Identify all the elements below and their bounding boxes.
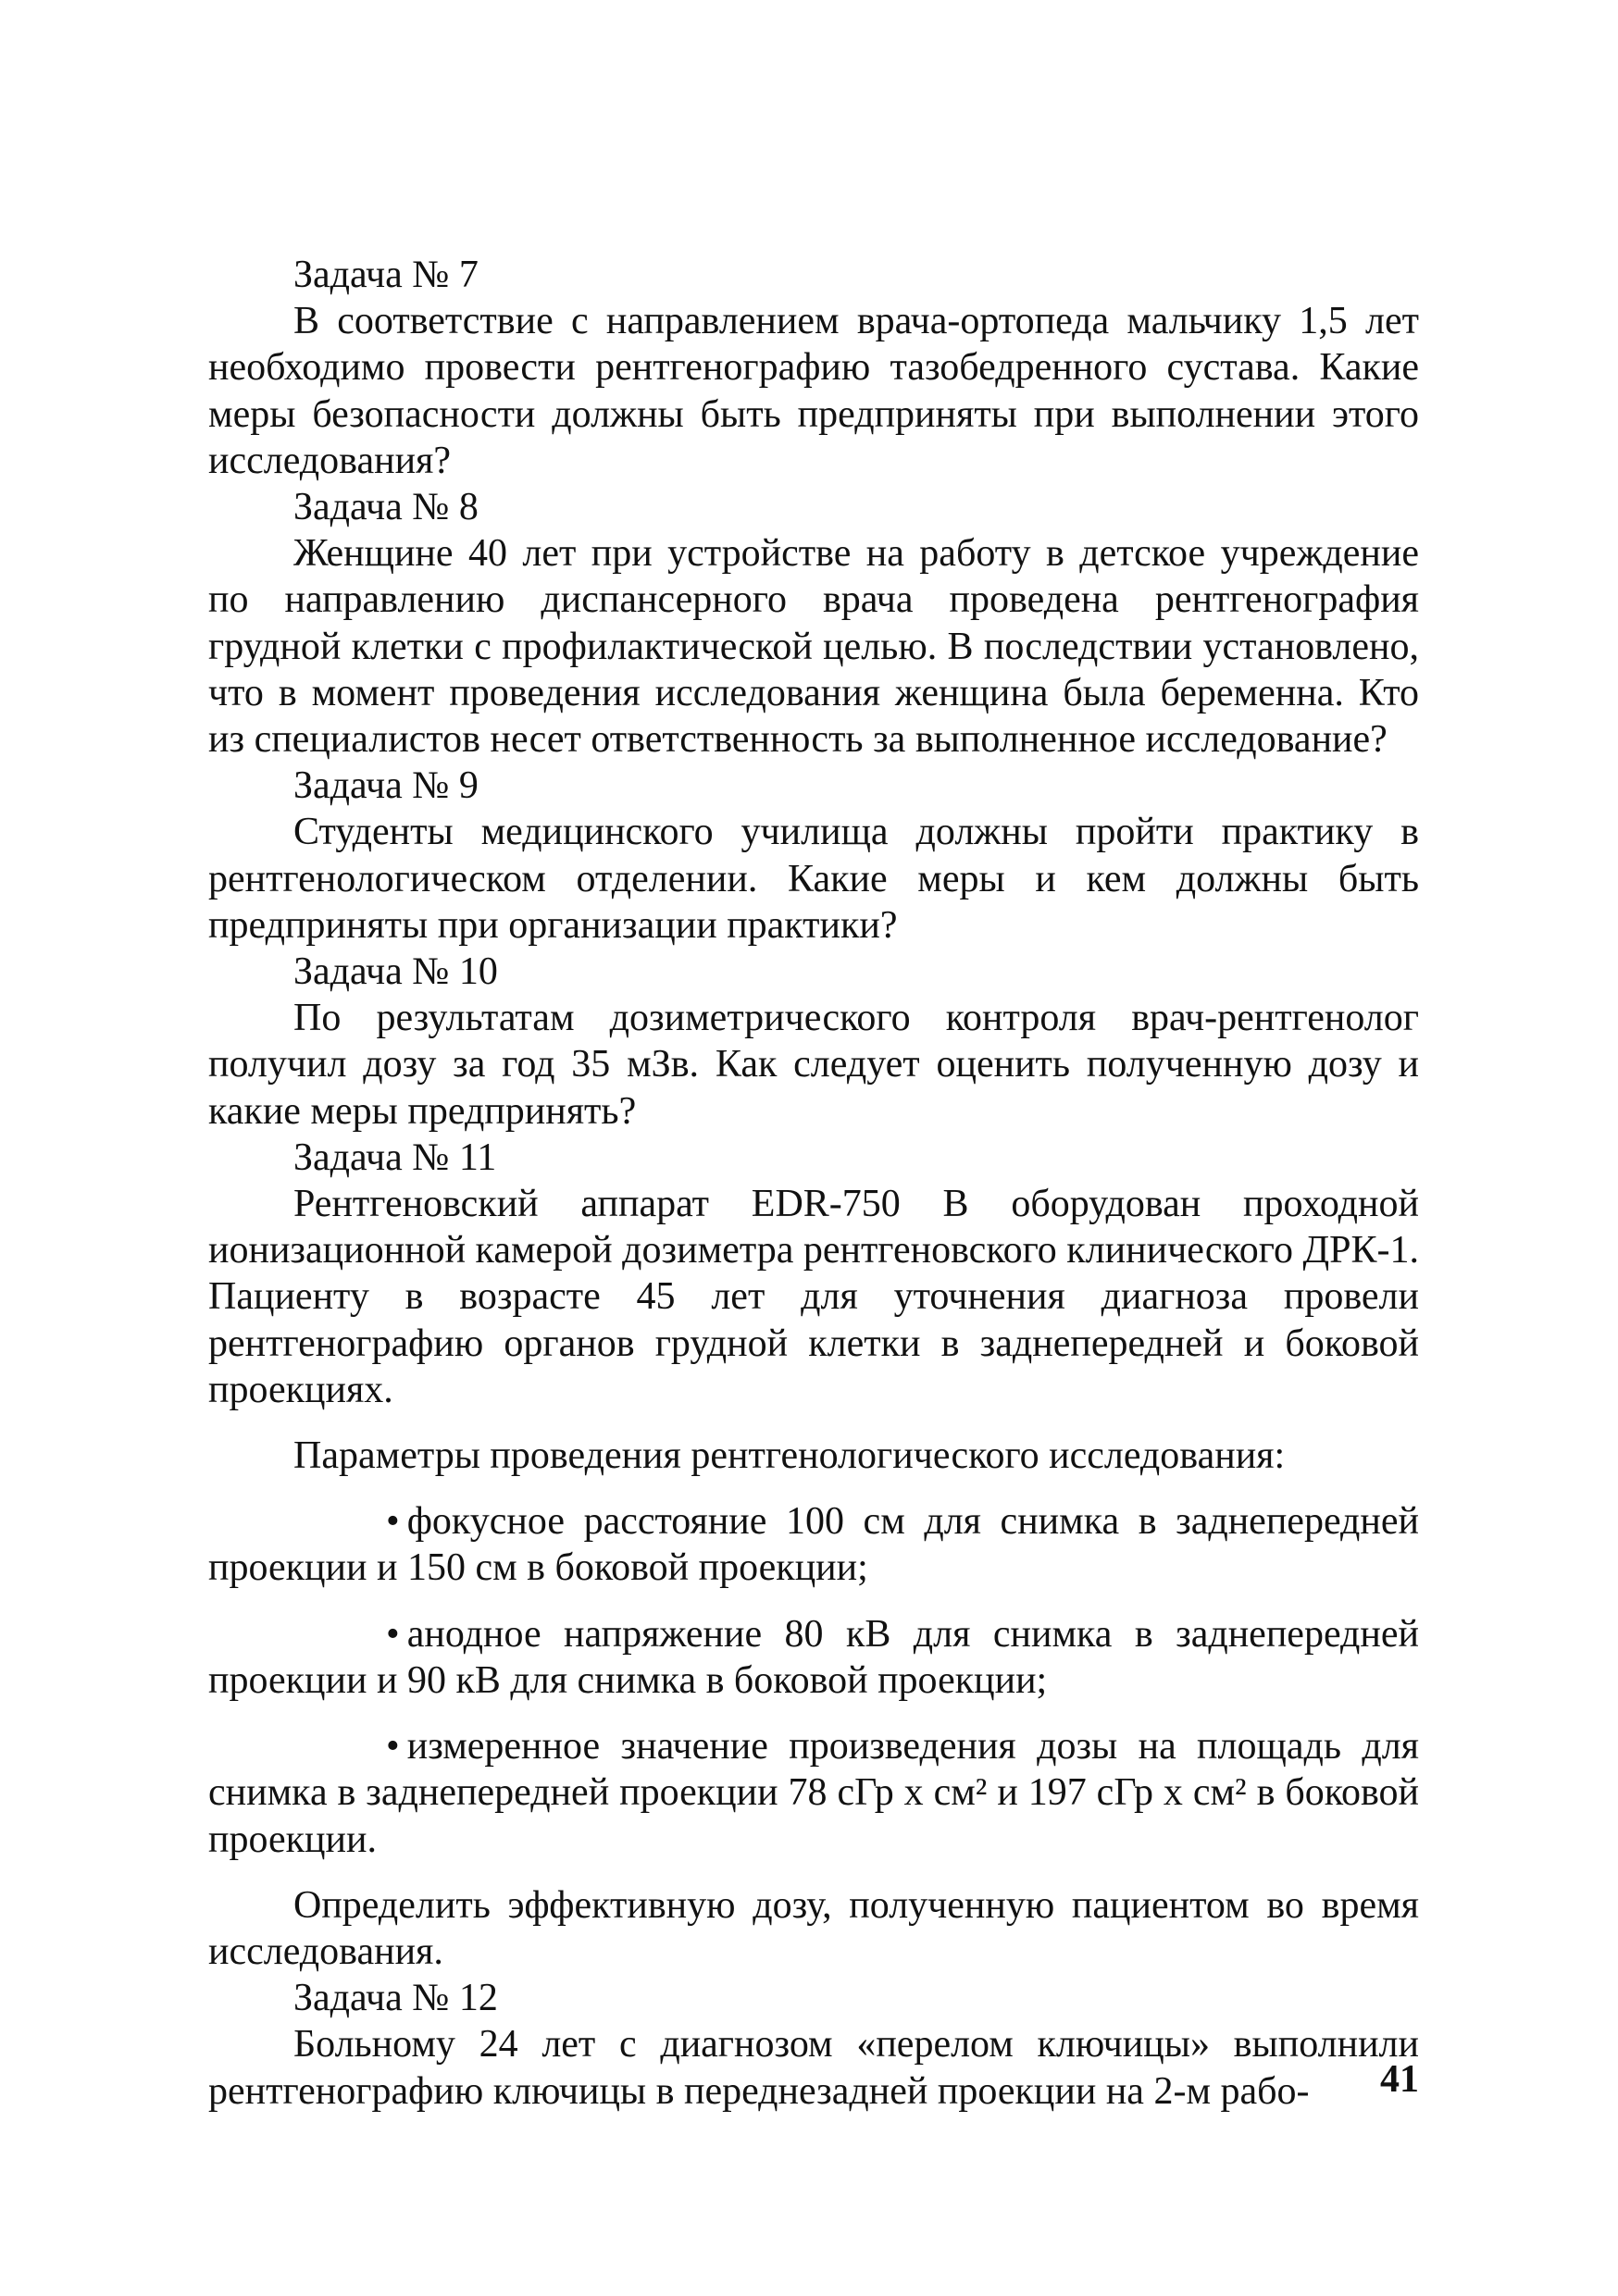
params-intro: Параметры проведения рентгенологического исследования: bbox=[293, 1434, 1286, 1478]
task-text: По результатам дозиметрического контроля врач-рентгенолог получил дозу за год 35 мЗв. Как следует оценить полученную дозу и какие меры предпринять? bbox=[208, 997, 1419, 1133]
task-text: Женщине 40 лет при устройстве на работу в детское учреждение по направлению диспансерного врача проведена рентгенография грудной клетки с профилактической целью. В последствии установлено, что в момент проведения исследования женщина была беременна. Кто из специалистов несет ответственность за выполненное исследование? bbox=[208, 532, 1419, 762]
task-text: Рентгеновский аппарат EDR-750 В оборудован проходной ионизационной камерой дозиметра рентгеновского клинического ДРК-1. Пациенту в возрасте 45 лет для уточнения диагноза провели рентгенографию органов грудной клетки в заднепередней и боковой проекциях. bbox=[208, 1183, 1419, 1411]
task-heading: Задача № 12 bbox=[293, 1977, 498, 2020]
task-text: Студенты медицинского училища должны пройти практику в рентгенологическом отделении. Какие меры и кем должны быть предприняты при организации практики? bbox=[208, 811, 1419, 947]
bullet-icon: • bbox=[386, 1500, 400, 1544]
task-text: Больному 24 лет с диагнозом «перелом ключицы» выполнили рентгенографию ключицы в переднезадней проекции на 2-м рабо- bbox=[208, 2023, 1419, 2113]
bullet-icon: • bbox=[386, 1612, 400, 1656]
param-bullet bbox=[208, 1498, 1419, 1591]
page-number: 41 bbox=[1380, 2058, 1419, 2101]
bullet-icon: • bbox=[386, 1725, 400, 1769]
page-text bbox=[208, 252, 1419, 2115]
param-bullet-text: фокусное расстояние 100 см для снимка в заднепередней проекции и 150 см в боковой проекции; bbox=[208, 1500, 1419, 1590]
task-heading: Задача № 10 bbox=[293, 950, 498, 994]
task-heading: Задача № 9 bbox=[293, 764, 479, 808]
param-bullet bbox=[208, 1723, 1419, 1863]
task-text: В соответствие с направлением врача-ортопеда мальчику 1,5 лет необходимо провести рентгенографию тазобедренного сустава. Какие меры безопасности должны быть предприняты при выполнении этого исследования? bbox=[208, 300, 1419, 482]
param-bullet-text: измеренное значение произведения дозы на площадь для снимка в заднепередней проекции 78 сГр х см² и 197 сГр х см² в боковой проекции. bbox=[208, 1725, 1419, 1861]
task-heading: Задача № 7 bbox=[293, 254, 479, 296]
param-bullet bbox=[208, 1611, 1419, 1704]
param-bullet-text: анодное напряжение 80 кВ для снимка в заднепередней проекции и 90 кВ для снимка в боковой проекции; bbox=[208, 1612, 1419, 1702]
task-heading: Задача № 11 bbox=[293, 1136, 497, 1179]
task-heading: Задача № 8 bbox=[293, 486, 479, 529]
task-question: Определить эффективную дозу, полученную пациентом во время исследования. bbox=[208, 1883, 1419, 1973]
